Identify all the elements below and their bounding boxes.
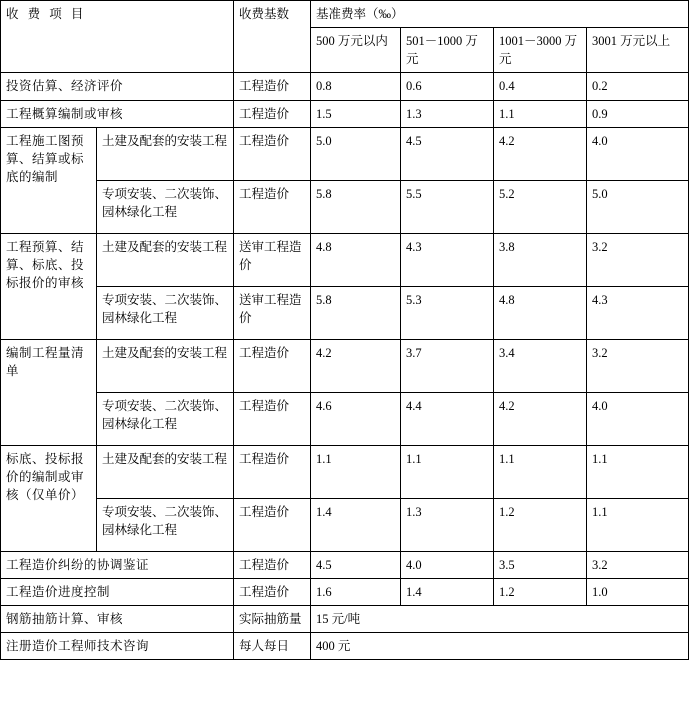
row-value-4: 3.2: [587, 551, 689, 578]
table-row: [1, 392, 689, 445]
row-subitem: 专项安装、二次装饰、园林绿化工程: [97, 498, 234, 551]
table-row: [1, 100, 689, 127]
row-value-3: 4.8: [494, 286, 587, 339]
row-value-1: 4.2: [311, 339, 401, 392]
row-item: 注册造价工程师技术咨询: [1, 633, 234, 660]
row-value-3: 4.2: [494, 392, 587, 445]
row-item-group: 工程预算、结算、标底、投标报价的审核: [1, 233, 97, 339]
row-basis: 工程造价: [234, 392, 311, 445]
row-subitem: 专项安装、二次装饰、园林绿化工程: [97, 180, 234, 233]
row-item-group: 编制工程量清单: [1, 339, 97, 445]
row-subitem: 土建及配套的安装工程: [97, 445, 234, 498]
row-value-1: 0.8: [311, 73, 401, 100]
row-value-4: 0.2: [587, 73, 689, 100]
row-value-2: 5.5: [401, 180, 494, 233]
table-row: [1, 445, 689, 498]
row-basis: 工程造价: [234, 578, 311, 605]
row-value-4: 5.0: [587, 180, 689, 233]
row-value-3: 3.5: [494, 551, 587, 578]
row-value-1: 5.8: [311, 180, 401, 233]
row-subitem: 土建及配套的安装工程: [97, 127, 234, 180]
row-basis: 送审工程造价: [234, 286, 311, 339]
row-value-4: 4.3: [587, 286, 689, 339]
row-value-3: 1.2: [494, 578, 587, 605]
table-row: [1, 339, 689, 392]
row-value-2: 4.5: [401, 127, 494, 180]
row-basis: 工程造价: [234, 100, 311, 127]
row-basis: 送审工程造价: [234, 233, 311, 286]
row-value-4: 4.0: [587, 392, 689, 445]
row-value-3: 4.2: [494, 127, 587, 180]
row-value-1: 1.1: [311, 445, 401, 498]
row-value-1: 4.6: [311, 392, 401, 445]
row-value-merged: 400 元: [311, 633, 689, 660]
header-tier-4: 3001 万元以上: [587, 28, 689, 73]
header-tier-3: 1001－3000 万元: [494, 28, 587, 73]
row-basis: 工程造价: [234, 180, 311, 233]
row-subitem: 土建及配套的安装工程: [97, 233, 234, 286]
row-item: 工程概算编制或审核: [1, 100, 234, 127]
row-value-2: 4.3: [401, 233, 494, 286]
table-row: [1, 578, 689, 605]
row-value-2: 5.3: [401, 286, 494, 339]
row-value-2: 4.0: [401, 551, 494, 578]
header-tier-1: 500 万元以内: [311, 28, 401, 73]
row-value-3: 1.1: [494, 100, 587, 127]
row-value-1: 1.6: [311, 578, 401, 605]
row-value-4: 3.2: [587, 233, 689, 286]
row-subitem: 土建及配套的安装工程: [97, 339, 234, 392]
row-value-3: 3.4: [494, 339, 587, 392]
row-item: 工程造价进度控制: [1, 578, 234, 605]
row-value-1: 1.5: [311, 100, 401, 127]
row-value-3: 3.8: [494, 233, 587, 286]
row-value-4: 0.9: [587, 100, 689, 127]
row-value-4: 1.0: [587, 578, 689, 605]
row-value-2: 3.7: [401, 339, 494, 392]
row-basis: 工程造价: [234, 127, 311, 180]
header-tier-2: 501－1000 万元: [401, 28, 494, 73]
table-row: [1, 127, 689, 180]
row-basis: 工程造价: [234, 551, 311, 578]
row-subitem: 专项安装、二次装饰、园林绿化工程: [97, 286, 234, 339]
row-value-3: 1.1: [494, 445, 587, 498]
row-basis: 工程造价: [234, 445, 311, 498]
row-value-3: 0.4: [494, 73, 587, 100]
row-value-2: 1.3: [401, 498, 494, 551]
row-value-2: 4.4: [401, 392, 494, 445]
row-value-1: 1.4: [311, 498, 401, 551]
table-row: [1, 286, 689, 339]
row-value-4: 3.2: [587, 339, 689, 392]
row-item-group: 标底、投标报价的编制或审核（仅单价）: [1, 445, 97, 551]
row-value-2: 1.4: [401, 578, 494, 605]
row-value-3: 1.2: [494, 498, 587, 551]
row-basis: 实际抽筋量: [234, 605, 311, 632]
table-row: [1, 233, 689, 286]
row-value-2: 1.3: [401, 100, 494, 127]
header-item: 收 费 项 目: [1, 1, 234, 73]
row-item-group: 工程施工图预算、结算或标底的编制: [1, 127, 97, 233]
row-subitem: 专项安装、二次装饰、园林绿化工程: [97, 392, 234, 445]
row-value-1: 4.8: [311, 233, 401, 286]
row-value-4: 1.1: [587, 445, 689, 498]
row-value-2: 0.6: [401, 73, 494, 100]
table-row: [1, 73, 689, 100]
table-row: [1, 551, 689, 578]
row-basis: 工程造价: [234, 498, 311, 551]
row-value-3: 5.2: [494, 180, 587, 233]
row-value-1: 5.0: [311, 127, 401, 180]
header-rate-group: 基准费率（‰）: [311, 1, 689, 28]
row-value-2: 1.1: [401, 445, 494, 498]
table-header-row-1: [1, 1, 689, 28]
table-row: [1, 180, 689, 233]
row-item: 工程造价纠纷的协调鉴证: [1, 551, 234, 578]
row-value-1: 5.8: [311, 286, 401, 339]
row-basis: 工程造价: [234, 73, 311, 100]
row-value-4: 4.0: [587, 127, 689, 180]
row-basis: 工程造价: [234, 339, 311, 392]
row-item: 钢筋抽筋计算、审核: [1, 605, 234, 632]
row-item: 投资估算、经济评价: [1, 73, 234, 100]
table-row-special: [1, 633, 689, 660]
row-value-1: 4.5: [311, 551, 401, 578]
row-value-merged: 15 元/吨: [311, 605, 689, 632]
table-row-special: [1, 605, 689, 632]
header-basis: 收费基数: [234, 1, 311, 73]
table-row: [1, 498, 689, 551]
row-value-4: 1.1: [587, 498, 689, 551]
row-basis: 每人每日: [234, 633, 311, 660]
